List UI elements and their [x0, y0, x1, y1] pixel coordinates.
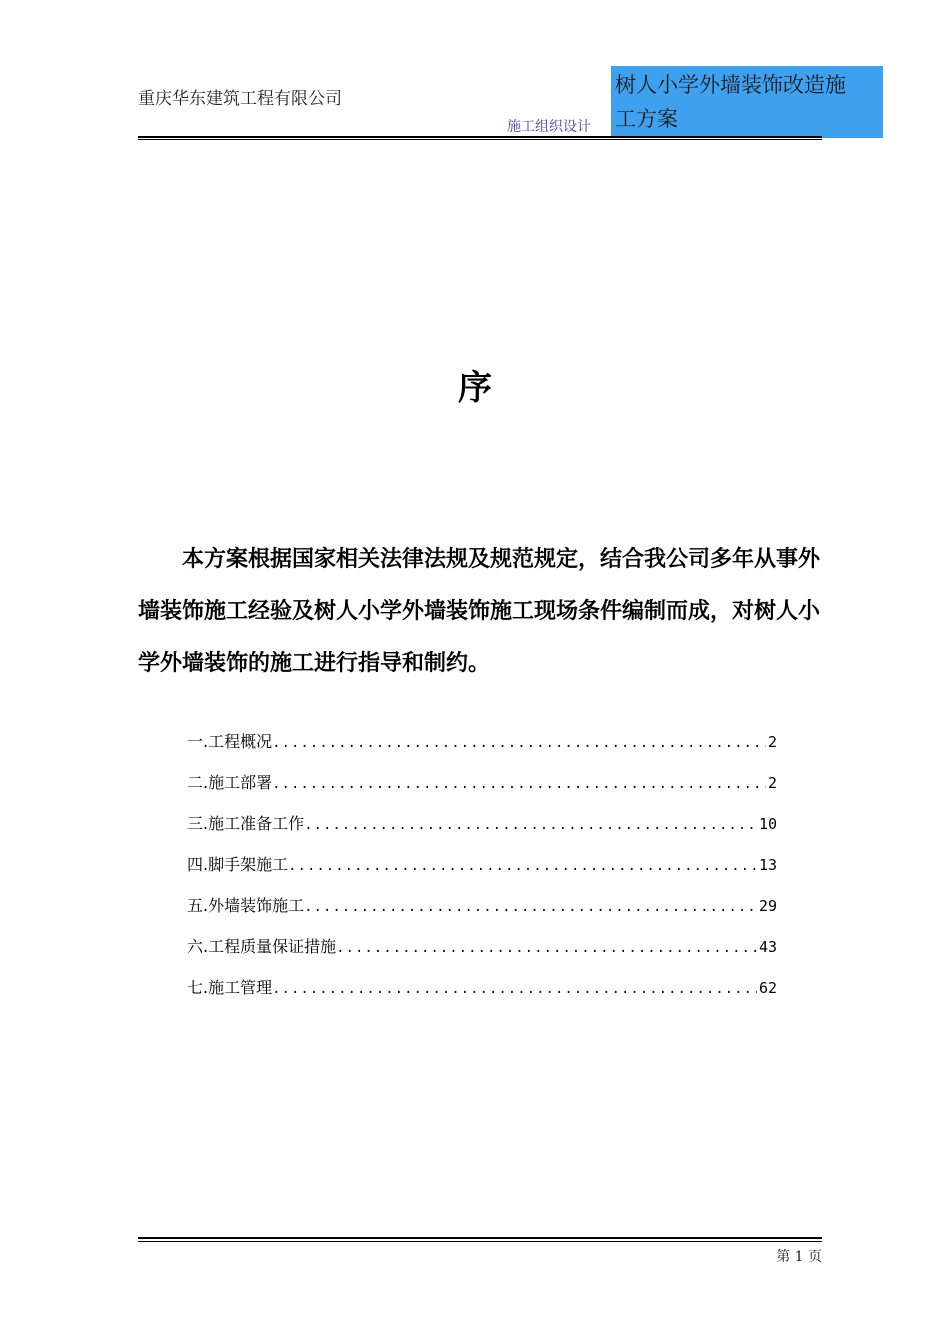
project-title-line-2: 工方案 [615, 107, 678, 131]
section-heading: 序 [458, 368, 492, 408]
toc-item-label: 六.工程质量保证措施 [187, 937, 337, 956]
toc-item-page: 62 [758, 979, 777, 997]
toc-item[interactable] [187, 931, 777, 972]
toc-item[interactable] [187, 767, 777, 808]
toc-leader-dots [272, 727, 766, 759]
page-number: 第 1 页 [776, 1249, 822, 1265]
toc-leader-dots [336, 932, 757, 964]
toc-item[interactable] [187, 972, 777, 1013]
toc-item-page: 43 [758, 938, 777, 956]
project-title-line-1: 树人小学外墙装饰改造施 [615, 73, 846, 97]
toc-item-page: 13 [758, 856, 777, 874]
footer-divider-thin [138, 1241, 822, 1242]
toc-item-page: 29 [758, 897, 777, 915]
toc-item-label: 一.工程概况 [187, 732, 273, 751]
document-type: 施工组织设计 [507, 119, 591, 135]
footer-divider [138, 1237, 822, 1239]
toc-item[interactable] [187, 890, 777, 931]
toc-item-label: 三.施工准备工作 [187, 814, 305, 833]
toc-leader-dots [304, 891, 757, 923]
toc-item-label: 七.施工管理 [187, 978, 273, 997]
toc-item-page: 2 [767, 774, 777, 792]
toc-item-label: 二.施工部署 [187, 773, 273, 792]
company-name: 重庆华东建筑工程有限公司 [138, 89, 342, 109]
toc-leader-dots [272, 768, 766, 800]
toc-item[interactable] [187, 849, 777, 890]
toc-item-page: 10 [758, 815, 777, 833]
project-title-box [611, 66, 883, 138]
toc-leader-dots [272, 973, 757, 1005]
header-divider-thin [138, 139, 822, 140]
header-divider [138, 136, 822, 138]
toc-item[interactable] [187, 726, 777, 767]
toc-leader-dots [288, 850, 757, 882]
toc-item[interactable] [187, 808, 777, 849]
table-of-contents [187, 726, 777, 1013]
toc-leader-dots [304, 809, 757, 841]
intro-paragraph: 本方案根据国家相关法律法规及规范规定，结合我公司多年从事外墙装饰施工经验及树人小学外墙装饰施工现场条件编制而成，对树人小学外墙装饰的施工进行指导和制约。 [138, 547, 821, 676]
toc-item-label: 四.脚手架施工 [187, 855, 289, 874]
toc-item-label: 五.外墙装饰施工 [187, 896, 305, 915]
toc-item-page: 2 [767, 733, 777, 751]
